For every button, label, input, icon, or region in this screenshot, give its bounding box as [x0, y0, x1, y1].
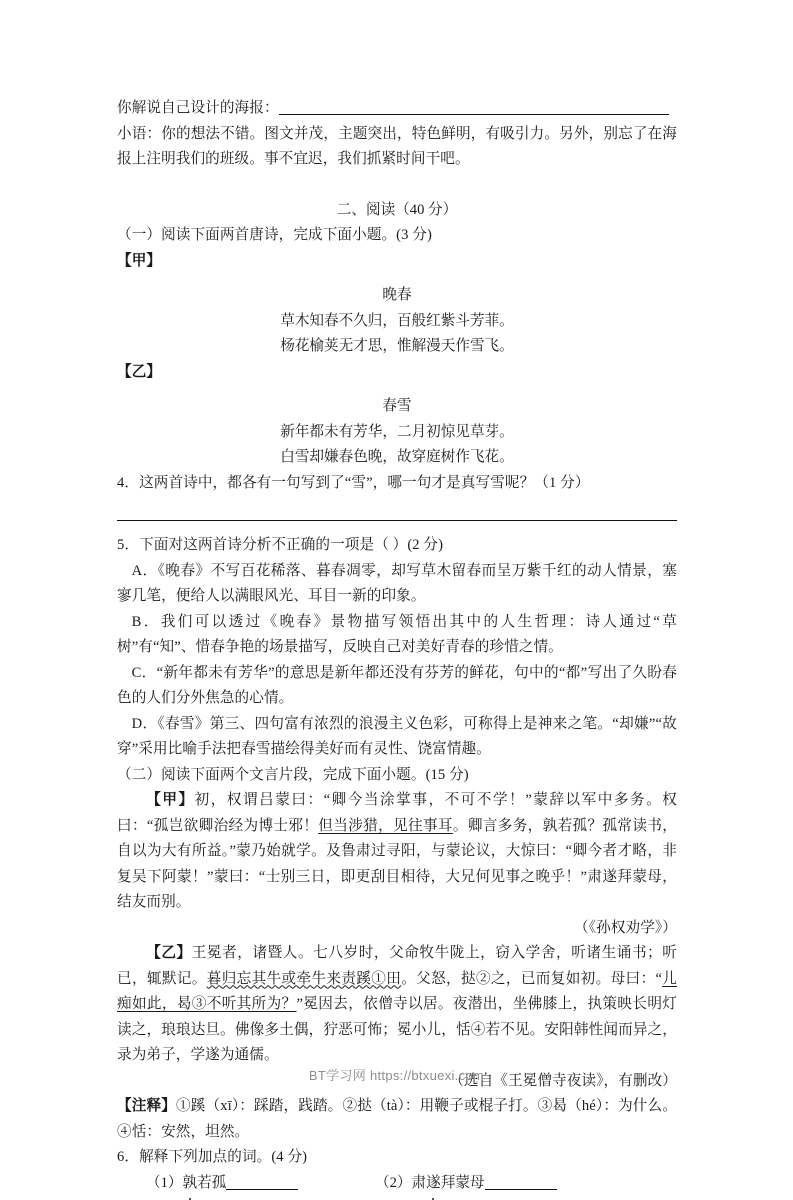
question-6-item-2 [375, 1171, 677, 1197]
passage-yi-straight-underlined: 儿痴如此，曷③不听其所为？ [117, 970, 677, 1012]
poem-yi-line-2: 白雪却嫌春色晚，故穿庭树作飞花。 [280, 449, 514, 465]
passage-jia-text-after: 。卿言多务，孰若孤？孤常读书，自以为大有所益。”蒙乃始就学。及鲁肃过寻阳，与蒙论议，大惊曰：“卿今者才略，非复吴下阿蒙！”蒙曰：“士别三日，即更刮目相待，大兄何见事之晚乎！”肃遂拜蒙母，结友而别。 [117, 817, 677, 910]
question-4: 4．这两首诗中，都各有一句写到了“雪”，哪一句才是真写雪呢？（1 分） [117, 474, 590, 491]
question-6-stem: 6．解释下列加点的词。(4 分) [117, 1149, 308, 1165]
question-5-option-a[interactable]: A．《晚春》不写百花稀落、暮春凋零，却写草木留春而呈万紫千红的动人情景，塞寥几笔，便给人以满眼风光、耳目一新的印象。 [117, 562, 677, 604]
dialogue-reply: 小语：你的想法不错。图文并茂，主题突出，特色鲜明，有吸引力。另外，别忘了在海报上注明我们的班级。事不宜迟，我们抓紧时间干吧。 [117, 125, 677, 167]
poem-jia-line-1: 草木知春不久归，百般红紫斗芳菲。 [280, 312, 514, 329]
question-6-item-1-blank[interactable] [226, 1189, 298, 1190]
part-two-intro: （二）阅读下面两个文言片段，完成下面小题。(15 分) [117, 766, 469, 783]
notes-text: ①蹊（xī）：踩踏，践踏。②挞（tà）：用鞭子或棍子打。③曷（hé）：为什么。④恬：安然，坦然。 [117, 1098, 677, 1140]
spacer [117, 274, 677, 283]
question-6-item-1-prefix: （1） [146, 1174, 183, 1191]
poem-yi-line-1: 新年都未有芳华，二月初惊见草芽。 [280, 423, 514, 440]
section-heading-two: 二、阅读（40 分） [336, 201, 458, 218]
question-6-item-2-pre: 肃 [411, 1174, 427, 1191]
passage-jia-text-before: 初，权谓吕蒙曰：“卿今当涂掌事，不可不学！”蒙辞以军中多务。权曰：“孤岂欲卿治经为博士邪！ [117, 792, 677, 834]
passage-yi-segment-2: 。父怒，挞②之，已而复如初。母曰：“ [401, 970, 663, 987]
question-6-item-1-rest: 若孤 [197, 1174, 227, 1191]
label-jia-poem: 【甲】 [117, 252, 162, 269]
footer-site-name: BT学习网 [308, 1068, 367, 1083]
question-5-option-b[interactable]: B．我们可以透过《晚春》景物描写领悟出其中的人生哲理：诗人通过“草树”有“知”、惜春争艳的场景描写，反映自己对美好青春的珍惜之情。 [117, 613, 677, 655]
passage-yi-segment-1: 王冕者，诸暨人。七八岁时，父命牧牛陇上，窃入学舍，听诸生诵书；听已，辄默记。 [117, 945, 677, 987]
notes-block [117, 1094, 677, 1145]
question-6-item-1 [117, 1171, 375, 1197]
question-6-items [117, 1171, 677, 1197]
passage-jia-underlined-sentence: 但当涉猎，见往事耳 [318, 817, 453, 834]
passage-yi [117, 941, 677, 1069]
question-5-stem: 5．下面对这两首诗分析不正确的一项是（ ）(2 分) [117, 537, 444, 553]
question-6-item-2-prefix: （2） [375, 1174, 412, 1191]
passage-yi-wavy-underlined: 暮归忘其牛或牵牛来责蹊①田 [206, 970, 402, 987]
spacer [117, 521, 677, 533]
footer-watermark [0, 1065, 793, 1084]
passage-yi-source: （选自《王冕僧寺夜读》，有删改） [449, 1072, 677, 1089]
label-yi-poem: 【乙】 [117, 363, 162, 380]
passage-jia-source: （《孙权劝学》） [574, 919, 677, 936]
spacer [117, 496, 677, 520]
dialogue-prompt-row [117, 96, 677, 122]
page-content [117, 96, 677, 1196]
question-6-item-2-rest: 拜蒙母 [440, 1174, 485, 1191]
poem-jia-title: 晚春 [382, 287, 412, 303]
question-5-option-d[interactable]: D．《春雪》第三、四句富有浓烈的浪漫主义色彩，可称得上是神来之笔。“却嫌”“故穿”采用比喻手法把春雪描绘得美好而有灵性、饶富情趣。 [117, 715, 677, 757]
question-6-item-2-dotted-char: 遂 [426, 1171, 441, 1197]
question-6-item-1-dotted-char: 孰 [183, 1171, 198, 1197]
passage-jia [117, 788, 677, 916]
question-5-option-c[interactable]: C．“新年都未有芳华”的意思是新年都还没有芬芳的鲜花，句中的“都”写出了久盼春色的人们分外焦急的心情。 [117, 664, 677, 706]
spacer [117, 173, 677, 198]
poem-jia-line-2: 杨花榆荚无才思，惟解漫天作雪飞。 [280, 338, 514, 354]
label-yi-passage: 【乙】 [146, 945, 192, 961]
notes-label: 【注释】 [117, 1098, 176, 1114]
spacer [117, 385, 677, 394]
label-jia-passage: 【甲】 [146, 792, 195, 808]
footer-url: https://btxuexi.com [369, 1068, 485, 1083]
dialogue-prompt-label: 你解说自己设计的海报： [117, 100, 279, 116]
poem-yi-title: 春雪 [382, 398, 412, 414]
passage-yi-segment-3: ”冕因去，依僧寺以居。夜潜出，坐佛膝上，执策映长明灯读之，琅琅达旦。佛像多土偶，狞恶可怖；冕小儿，恬④若不见。安阳韩性闻而异之，录为弟子，学遂为通儒。 [117, 996, 677, 1063]
dialogue-answer-blank[interactable] [279, 114, 669, 115]
question-6-item-2-blank[interactable] [485, 1189, 557, 1190]
part-one-intro: （一）阅读下面两首唐诗，完成下面小题。(3 分) [117, 227, 432, 243]
